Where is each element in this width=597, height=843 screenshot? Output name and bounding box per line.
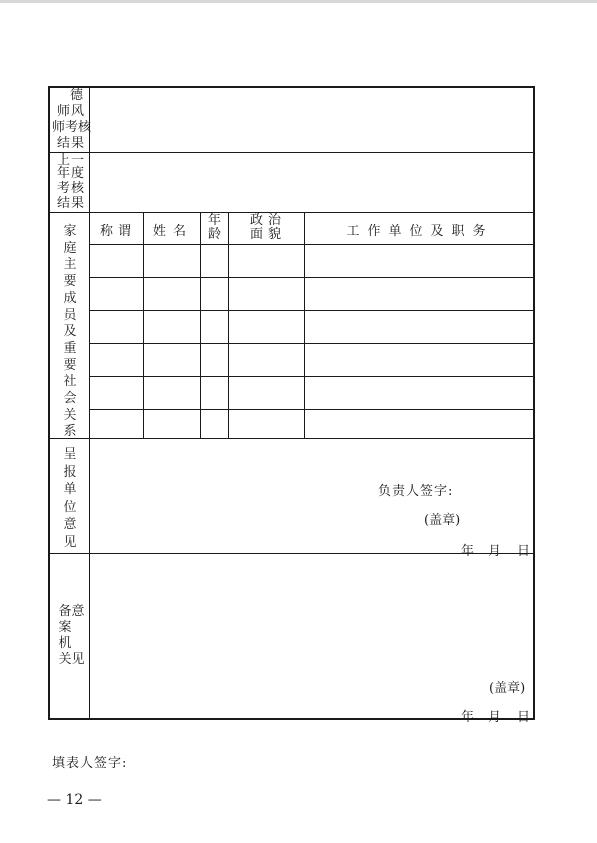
ethics-label-line1: 德 <box>70 88 85 103</box>
unit-date-year: 年 <box>461 544 475 559</box>
filing-date-day: 日 <box>517 710 531 725</box>
lastyear-label-line1: 上一 <box>57 153 86 168</box>
lastyear-label-line4: 结果 <box>57 196 86 211</box>
unit-date-month: 月 <box>488 544 502 559</box>
header-work: 工作单位及职务 <box>346 224 494 239</box>
filing-date-month: 月 <box>488 710 502 725</box>
filing-seal-label: (盖章) <box>489 681 526 696</box>
row-divider-family <box>48 438 535 439</box>
filing-date-year: 年 <box>461 710 475 725</box>
filing-label-col1: 备 案 机 关 <box>58 604 72 667</box>
family-label: 家 庭 主 要 成 员 及 重 要 社 会 关 系 <box>63 224 77 440</box>
table-row[interactable] <box>90 410 535 438</box>
header-title: 称谓 <box>99 224 136 239</box>
ethics-result-field[interactable] <box>90 87 534 152</box>
table-row[interactable] <box>90 278 535 310</box>
filing-label-col2: 意 见 <box>71 604 85 667</box>
page-top-edge <box>0 0 597 3</box>
ethics-label-line3: 师考核 <box>52 120 92 135</box>
family-rows <box>90 245 535 437</box>
unit-seal-label: (盖章) <box>424 513 461 528</box>
table-row[interactable] <box>90 377 535 409</box>
ethics-label-line2: 师风 <box>57 104 86 119</box>
row-divider-lastyear <box>48 212 535 213</box>
table-row[interactable] <box>90 311 535 343</box>
lastyear-result-field[interactable] <box>90 153 534 212</box>
header-political: 政治 面貌 <box>249 213 286 242</box>
table-row[interactable] <box>90 245 535 277</box>
lastyear-label-line2: 年度 <box>57 166 86 181</box>
responsible-signature-label: 负责人签字: <box>378 484 454 499</box>
ethics-label-line4: 结果 <box>57 136 86 151</box>
header-name: 姓名 <box>152 224 193 239</box>
page-number: — 12 — <box>47 792 102 808</box>
filler-signature-label: 填表人签字: <box>52 756 128 771</box>
lastyear-label-line3: 考核 <box>57 181 86 196</box>
table-row[interactable] <box>90 344 535 376</box>
header-age: 年 龄 <box>207 213 221 242</box>
unit-opinion-label: 呈 报 单 位 意 见 <box>63 447 77 550</box>
unit-date-day: 日 <box>517 544 531 559</box>
